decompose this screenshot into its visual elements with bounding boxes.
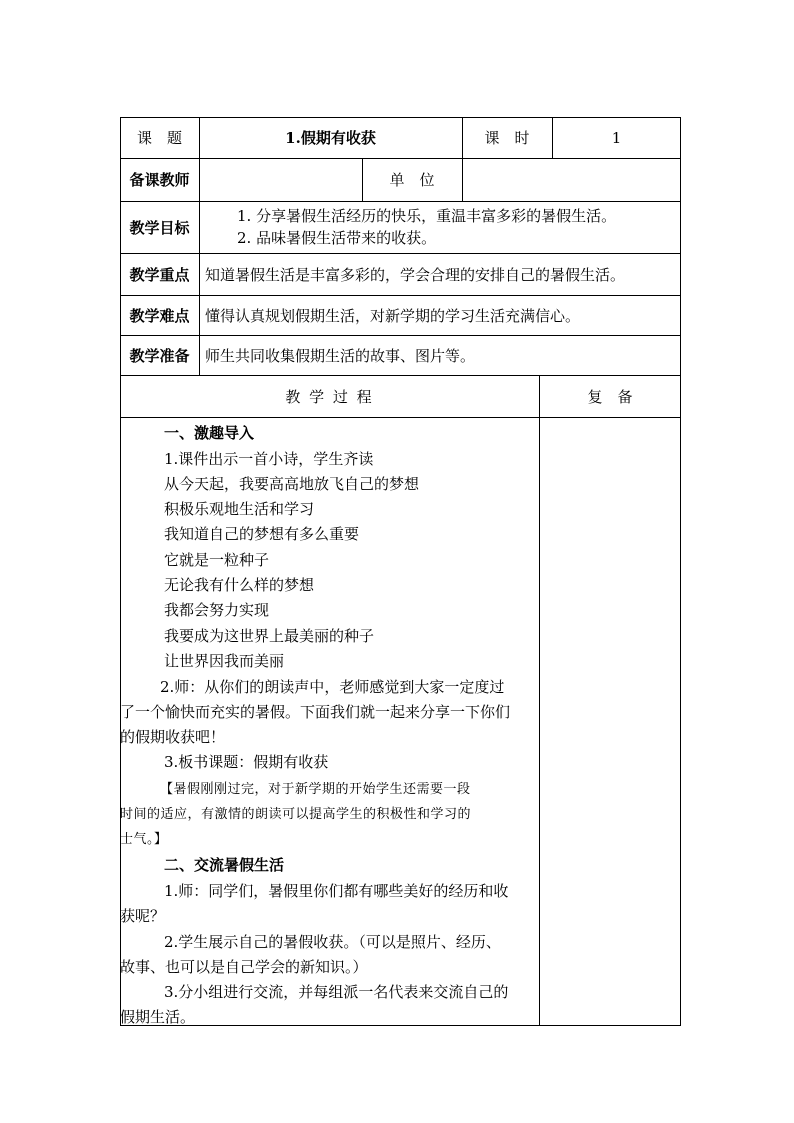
poem-line: 积极乐观地生活和学习 <box>164 500 315 518</box>
poem-line: 让世界因我而美丽 <box>164 652 285 670</box>
review-header: 复 备 <box>587 387 633 406</box>
period-value: 1 <box>611 128 622 147</box>
process-line: 1.课件出示一首小诗，学生齐读 <box>164 450 374 468</box>
poem-line: 它就是一粒种子 <box>164 551 270 569</box>
process-line: 2.学生展示自己的暑假收获。（可以是照片、经历、 <box>164 933 501 951</box>
process-body <box>120 420 539 1024</box>
key-point-text: 知道暑假生活是丰富多彩的，学会合理的安排自己的暑假生活。 <box>205 265 626 284</box>
process-line: 的假期收获吧！ <box>120 728 226 746</box>
process-line: 2.师：从你们的朗读声中，老师感觉到大家一定度过 <box>160 678 505 696</box>
row-divider <box>120 201 681 202</box>
process-line: 1.师：同学们，暑假里你们都有哪些美好的经历和收 <box>164 882 509 900</box>
goal-item: 1. 分享暑假生活经历的快乐，重温丰富多彩的暑假生活。 <box>237 207 617 225</box>
section-heading: 二、交流暑假生活 <box>164 856 285 874</box>
process-header: 教 学 过 程 <box>285 387 374 406</box>
process-note: 时间的适应，有激情的朗读可以提高学生的积极性和学习的 <box>120 807 472 822</box>
review-column <box>540 418 680 1025</box>
preparation-label: 教学准备 <box>129 346 190 365</box>
unit-value <box>462 158 681 201</box>
goals-list <box>237 205 616 249</box>
process-line: 3.分小组进行交流，并每组派一名代表来交流自己的 <box>164 983 509 1001</box>
period-label: 课 时 <box>484 129 530 147</box>
key-point-label: 教学重点 <box>129 265 190 284</box>
process-note: 【暑假刚刚过完，对于新学期的开始学生还需要一段 <box>160 782 471 797</box>
process-line: 故事、也可以是自己学会的新知识。） <box>120 958 368 976</box>
poem-line: 无论我有什么样的梦想 <box>164 576 315 594</box>
topic-label: 课 题 <box>136 129 182 147</box>
section-heading: 一、激趣导入 <box>164 424 255 442</box>
teacher-value <box>199 158 362 201</box>
topic-value: 1.假期有收获 <box>285 129 376 147</box>
poem-line: 我都会努力实现 <box>164 601 270 619</box>
teacher-label: 备课教师 <box>129 171 190 189</box>
process-line: 假期生活。 <box>120 1008 196 1026</box>
difficulty-text: 懂得认真规划假期生活，对新学期的学习生活充满信心。 <box>205 306 581 325</box>
poem-line: 我要成为这世界上最美丽的种子 <box>164 627 375 645</box>
process-line: 了一个愉快而充实的暑假。下面我们就一起来分享一下你们 <box>120 703 511 721</box>
poem-line: 我知道自己的梦想有多么重要 <box>164 525 360 543</box>
process-note: 士气。】 <box>120 832 168 847</box>
goals-label: 教学目标 <box>129 218 190 237</box>
preparation-text: 师生共同收集假期生活的故事、图片等。 <box>205 346 476 365</box>
process-line: 3.板书课题：假期有收获 <box>164 753 329 771</box>
unit-label: 单 位 <box>389 171 435 189</box>
poem-line: 从今天起，我要高高地放飞自己的梦想 <box>164 475 420 493</box>
process-line: 获呢？ <box>120 907 166 925</box>
goal-item: 2. 品味暑假生活带来的收获。 <box>237 229 437 247</box>
difficulty-label: 教学难点 <box>129 306 190 325</box>
